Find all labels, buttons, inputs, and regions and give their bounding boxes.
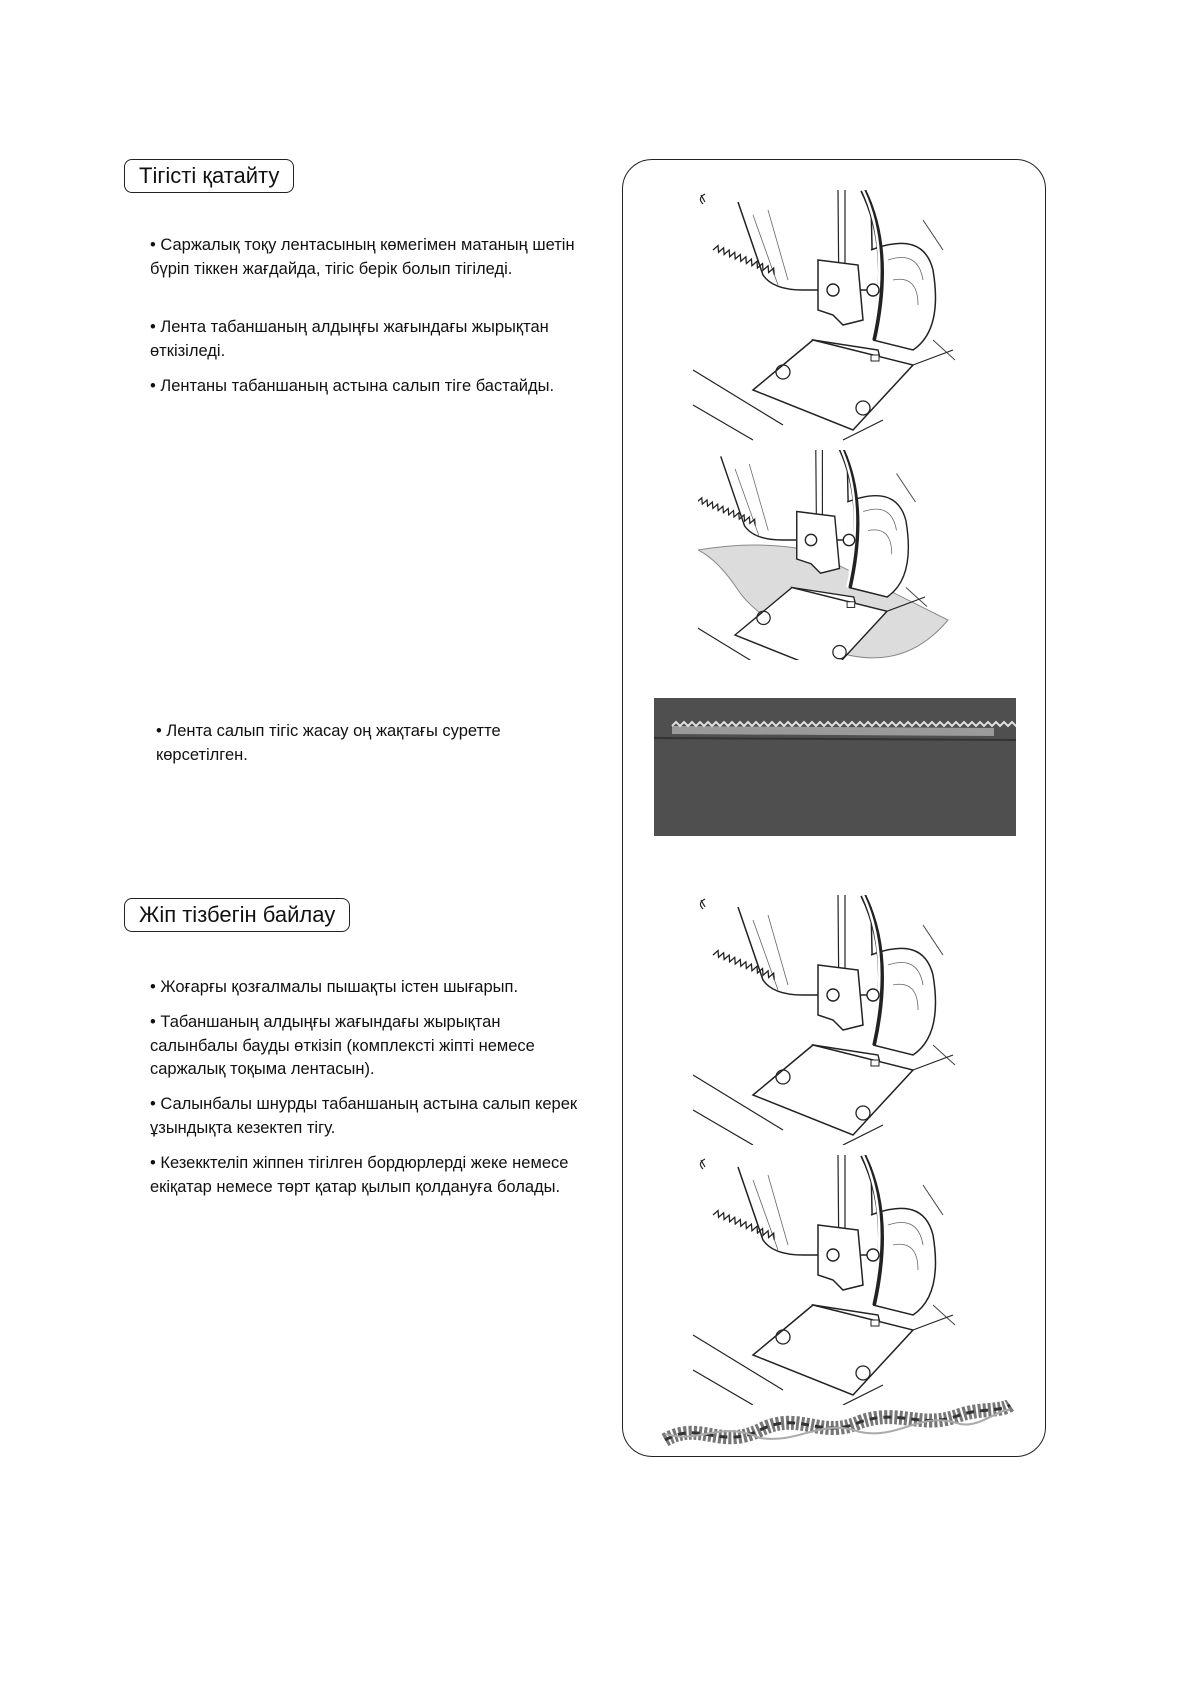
section-title-seam-reinforcement: Тігісті қатайту	[124, 159, 294, 193]
presser-foot-fabric-illustration	[698, 450, 968, 660]
presser-foot-cord-chain-illustration	[678, 1155, 978, 1405]
paragraph-tape-thread: • Лента табаншаның алдыңғы жағындағы жырықтан өткізіледі.	[150, 318, 549, 360]
paragraph-tape-reinforce: • Саржалық тоқу лентасының көмегімен матаның шетін бүріп тіккен жағдайда, тігіс берік болып тігіледі.	[150, 236, 575, 278]
paragraph-knife-off: • Жоғарғы қозғалмалы пышақты істен шығарып.	[150, 978, 519, 996]
section-title-thread-chain: Жіп тізбегін байлау	[124, 898, 350, 932]
paragraph-tape-start: • Лентаны табаншаның астына салып тігe бастайды.	[150, 377, 555, 395]
presser-foot-illustration	[678, 190, 978, 450]
paragraph-chain-usage: • Кезекктеліп жіппен тігілген бордюрлерді жеке немесе екіқатар немесе төрт қатар қылып қолдануға болады.	[150, 1154, 569, 1196]
fabric-seam-photo	[654, 698, 1016, 836]
paragraph-cord-thread: • Табаншаның алдыңғы жағындағы жырықтан салынбалы бауды өткізіп (комплексті жіпті немесе саржалық тоқыма лентасын).	[150, 1013, 535, 1078]
braided-thread-chain	[660, 1400, 1018, 1450]
paragraph-tape-result: • Лента салып тігіс жасау оң жақтағы суретте көрсетілген.	[156, 722, 501, 764]
presser-foot-cord-illustration	[678, 895, 978, 1145]
paragraph-cord-sew: • Салынбалы шнурды табаншаның астына салып керек ұзындықта кезектеп тігу.	[150, 1095, 578, 1137]
